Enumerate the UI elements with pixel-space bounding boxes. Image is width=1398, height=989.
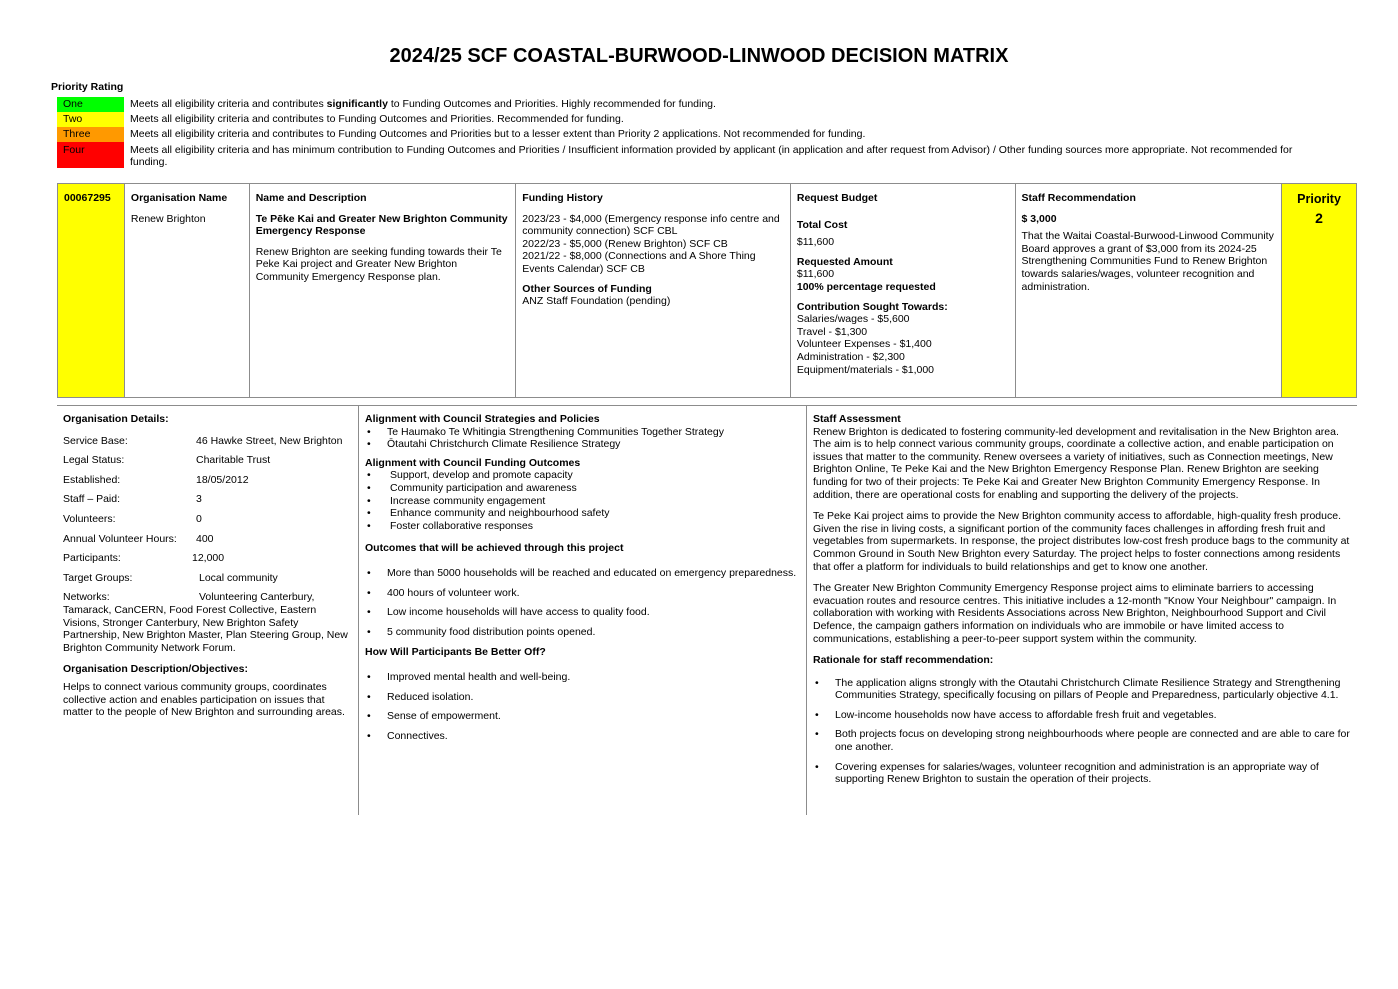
org-name-header: Organisation Name: [130, 192, 228, 204]
org-name-cell: [125, 184, 250, 397]
strategies-header: Alignment with Council Strategies and Policies: [365, 413, 600, 425]
funding-history-item: 2022/23 - $5,000 (Renew Brighton) SCF CB: [522, 237, 728, 250]
staff-recommendation-header: Staff Recommendation: [1021, 192, 1136, 204]
org-detail-row: Established: 18/05/2012: [63, 473, 249, 486]
strategies-list: [365, 426, 800, 451]
project-outcomes-header: Outcomes that will be achieved through this project: [365, 542, 624, 555]
decision-matrix: [57, 183, 1357, 398]
assessment-paragraph: The Greater New Brighton Community Emergency Response project aims to eliminate barriers to accessing evacuation routes and resource centres. This initiative includes a 12-month "Know Your Neighbour" campaign. In collaboration with working with Residents Associations across New Brighton, Neighbourhood Support and Civil Defence, the campaign gathers information on individuals who are immobile or have limited access to communications, establishing a peer-to-peer support system within the community.: [813, 582, 1337, 645]
contribution-item: Salaries/wages - $5,600: [796, 313, 910, 326]
staff-assessment-column: [807, 406, 1357, 815]
list-item: • Covering expenses for salaries/wages, volunteer recognition and administration is an appropriate way of supporting Renew Brighton to sustain the operation of their projects.: [813, 761, 1351, 786]
priority-header: Priority: [1297, 192, 1341, 206]
priority-text-one: Meets all eligibility criteria and contributes significantly to Funding Outcomes and Priorities. Highly recommended for funding.: [130, 98, 716, 110]
funding-outcomes-list: [365, 469, 800, 532]
funding-history-item: 2021/22 - $8,000 (Connections and A Shore Thing Events Calendar) SCF CB: [522, 250, 756, 275]
priority-swatch-three: Three: [57, 127, 124, 142]
org-detail-row: Legal Status: Charitable Trust: [63, 454, 271, 467]
assessment-section: [57, 405, 1357, 815]
funding-history-cell: [516, 184, 791, 397]
list-item: • Low income households will have access to quality food.: [365, 606, 800, 619]
recommendation-text: That the Waitai Coastal-Burwood-Linwood Community Board approves a grant of $3,000 from its 2024-25 Strengthening Communities Fund to Renew Brighton towards salaries/wages, volunteer recognition and administration.: [1021, 230, 1274, 293]
org-details-column: [57, 406, 359, 815]
priority-value: 2: [1315, 210, 1323, 226]
other-funding-header: Other Sources of Funding: [522, 282, 652, 295]
priority-rating-label: Priority Rating: [51, 81, 124, 93]
project-description: Renew Brighton are seeking funding towards their Te Peke Kai project and Greater New Brighton Community Emergency Response plan.: [255, 245, 502, 283]
contribution-item: Volunteer Expenses - $1,400: [796, 338, 932, 351]
contribution-item: Equipment/materials - $1,000: [796, 363, 935, 376]
list-item: • Community participation and awareness: [365, 482, 800, 495]
funding-history-item: 2023/23 - $4,000 (Emergency response info centre and community connection) SCF CBL: [522, 212, 780, 238]
request-budget-header: Request Budget: [796, 192, 878, 204]
request-budget-cell: [791, 184, 1016, 397]
rationale-list: [813, 677, 1351, 786]
list-item: • Te Haumako Te Whitingia Strengthening Communities Together Strategy: [365, 426, 800, 439]
list-item: • The application aligns strongly with the Otautahi Christchurch Climate Resilience Strategy and Strengthening Communities Strategy, specifically focusing on pillars of People and Preparedness, particularly objective 4.1.: [813, 677, 1351, 702]
requested-amount-label: Requested Amount: [796, 255, 893, 268]
contribution-label: Contribution Sought Towards:: [796, 300, 948, 313]
percentage-requested: 100% percentage requested: [796, 280, 936, 293]
priority-row-one: [57, 97, 716, 112]
assessment-paragraph: Te Peke Kai project aims to provide the New Brighton community access to affordable, high-quality fresh produce. Given the rise in living costs, a significant portion of the community faces challenges in affording fresh fruit and vegetables from supermarkets. In response, the project distributes low-cost fresh produce bags to the community at Common Ground in South New Brighton every Saturday. The project helps to foster connections among residents that offer a platform for individuals to build relationships and get to know one another.: [813, 510, 1350, 573]
list-item: • 5 community food distribution points opened.: [365, 626, 800, 639]
funding-outcomes-header: Alignment with Council Funding Outcomes: [365, 456, 581, 469]
better-off-header: How Will Participants Be Better Off?: [365, 646, 546, 659]
list-item: • Connectives.: [365, 730, 800, 743]
better-off-list: [365, 671, 800, 742]
alignment-column: [359, 406, 807, 815]
list-item: • 400 hours of volunteer work.: [365, 587, 800, 600]
org-description-text: Helps to connect various community groups, coordinates collective action and enables participation on issues that matter to the people of New Brighton and surrounding areas.: [63, 680, 345, 719]
priority-text-four: Meets all eligibility criteria and has minimum contribution to Funding Outcomes and Priorities / Insufficient information provided by applicant (in application and after request from Advisor) / Other funding sources more appropriate. Not recommended for funding.: [130, 144, 1293, 168]
org-description-header: Organisation Description/Objectives:: [63, 663, 248, 676]
staff-assessment-header: Staff Assessment: [813, 413, 901, 425]
priority-swatch-one: One: [57, 97, 124, 112]
list-item: • Support, develop and promote capacity: [365, 469, 800, 482]
priority-row-four: [57, 142, 1293, 168]
contribution-item: Travel - $1,300: [796, 325, 868, 338]
org-detail-row: Target Groups: Local community: [63, 571, 278, 584]
project-outcomes-list: [365, 567, 800, 638]
list-item: • Increase community engagement: [365, 495, 800, 508]
priority-text-two: Meets all eligibility criteria and contributes to Funding Outcomes and Priorities. Recommended for funding.: [130, 113, 624, 125]
list-item: • Low-income households now have access to affordable fresh fruit and vegetables.: [813, 709, 1351, 722]
priority-swatch-two: Two: [57, 112, 124, 127]
priority-text-three: Meets all eligibility criteria and contributes to Funding Outcomes and Priorities but to a lesser extent than Priority 2 applications. Not recommended for funding.: [130, 128, 866, 140]
list-item: • Reduced isolation.: [365, 691, 800, 704]
project-header: Name and Description: [255, 192, 367, 204]
priority-cell: [1282, 184, 1356, 397]
list-item: • Improved mental health and well-being.: [365, 671, 800, 684]
org-detail-row: Annual Volunteer Hours: 400: [63, 532, 214, 545]
project-name: Te Pēke Kai and Greater New Brighton Community Emergency Response: [255, 212, 508, 238]
list-item: • Enhance community and neighbourhood safety: [365, 507, 800, 520]
org-networks: Networks: Volunteering Canterbury, Tamarack, CanCERN, Food Forest Collective, Eastern Visions, Stronger Canterbury, New Brighton Safety Partnership, New Brighton Master, Plan Steering Group, New Brighton Community Network Forum.: [63, 591, 348, 654]
contribution-item: Administration - $2,300: [796, 350, 905, 363]
list-item: • Sense of empowerment.: [365, 710, 800, 723]
staff-recommendation-cell: [1016, 184, 1283, 397]
requested-amount-value: $11,600: [796, 268, 835, 281]
org-detail-row: Volunteers: 0: [63, 512, 202, 525]
priority-swatch-four: Four: [57, 142, 124, 168]
list-item: • Foster collaborative responses: [365, 520, 800, 533]
application-id: 00067295: [58, 184, 125, 397]
priority-row-three: [57, 127, 866, 142]
project-cell: [250, 184, 517, 397]
org-details-header: Organisation Details:: [63, 413, 169, 425]
page-title: 2024/25 SCF COASTAL-BURWOOD-LINWOOD DECISION MATRIX: [389, 45, 1009, 67]
org-detail-row: Participants: 12,000: [63, 552, 225, 565]
rationale-header: Rationale for staff recommendation:: [813, 654, 994, 667]
total-cost-value: $11,600: [796, 236, 835, 249]
list-item: • More than 5000 households will be reached and educated on emergency preparedness.: [365, 567, 800, 580]
priority-row-two: [57, 112, 624, 127]
recommended-amount: $ 3,000: [1021, 212, 1057, 225]
funding-history-header: Funding History: [522, 192, 603, 204]
org-detail-row: Staff – Paid: 3: [63, 493, 202, 506]
org-detail-row: Service Base: 46 Hawke Street, New Brighton: [63, 434, 343, 447]
total-cost-label: Total Cost: [796, 218, 848, 231]
org-name-value: Renew Brighton: [130, 212, 206, 225]
list-item: • Ōtautahi Christchurch Climate Resilience Strategy: [365, 438, 800, 451]
assessment-paragraph: Renew Brighton is dedicated to fostering community-led development and revitalisation in the New Brighton area. The aim is to help connect various community groups, coordinate a collective action, and enable participation on issues that matter to the community. Renew oversees a variety of initiatives, such as Connection meetings, New Brighton Online, Te Peke Kai and the New Brighton Emergency Response Plan. Renew Brighton are seeking funding for two of their projects: Te Peke Kai and Greater New Brighton Community Emergency Response. In addition, there are operational costs for enabling and supporting the delivery of the projects.: [813, 425, 1339, 501]
other-funding-value: ANZ Staff Foundation (pending): [522, 295, 671, 308]
list-item: • Both projects focus on developing strong neighbourhoods where people are connected and are able to care for one another.: [813, 728, 1351, 753]
